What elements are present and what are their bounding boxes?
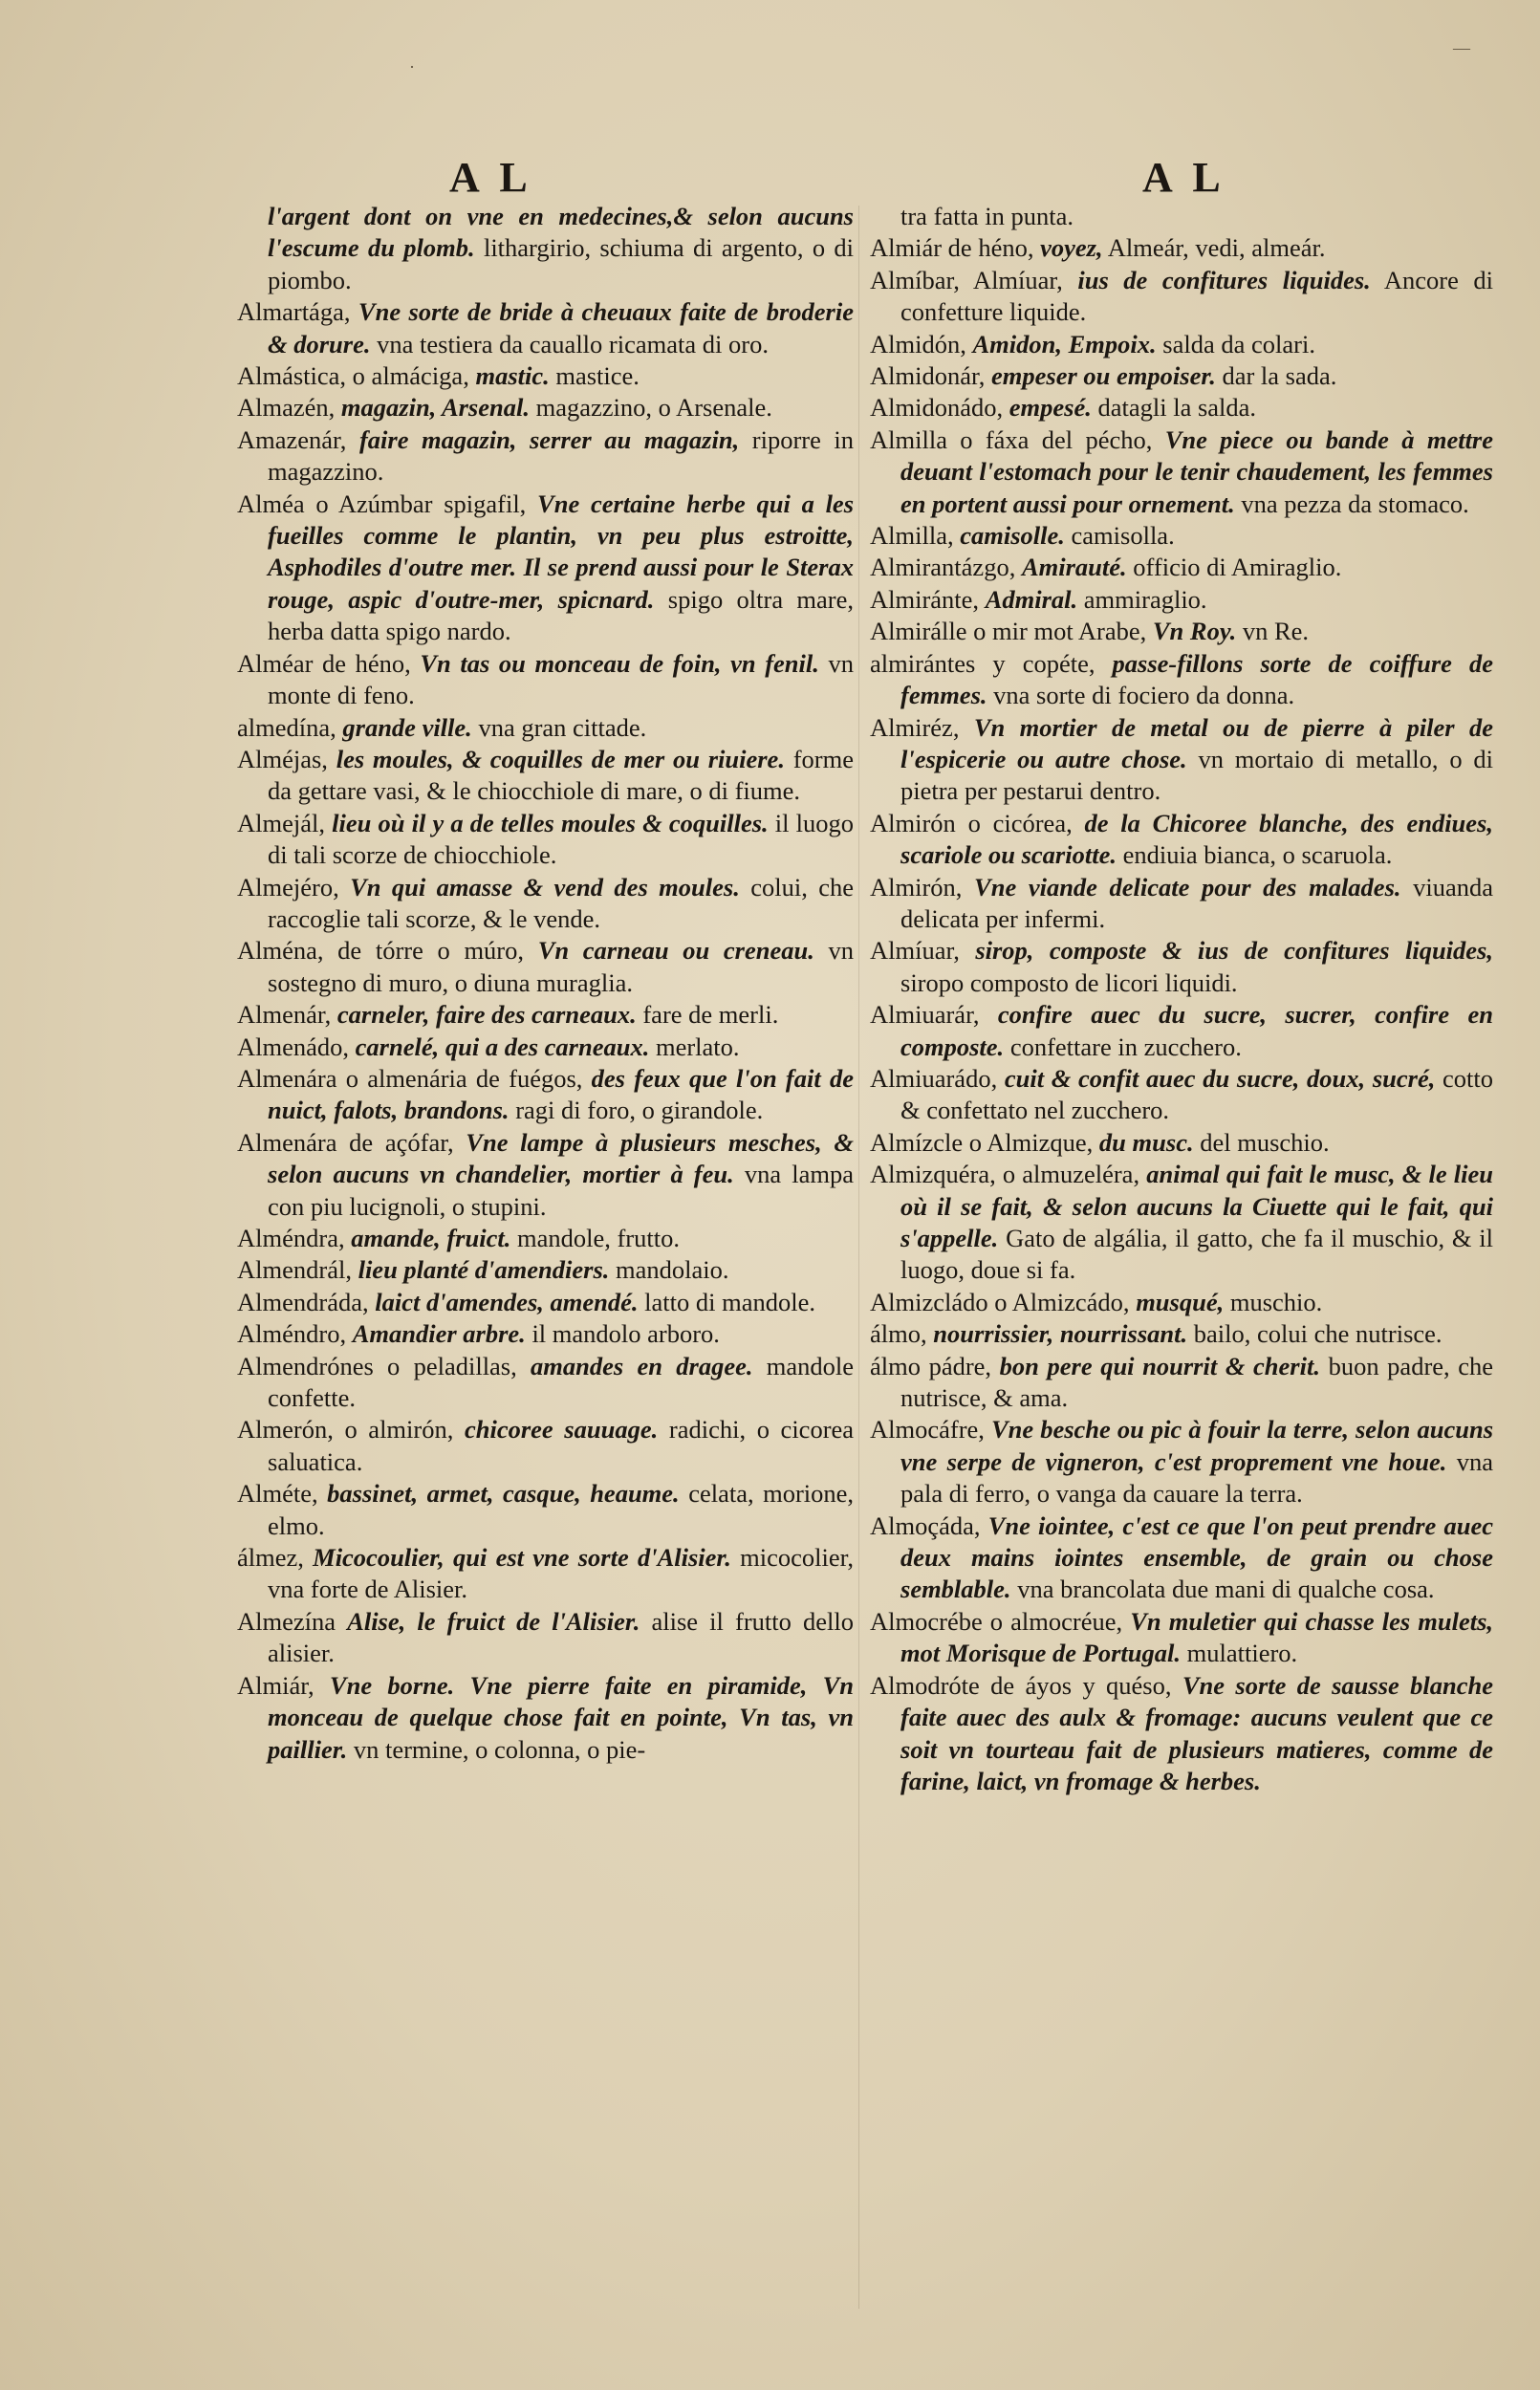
headword: Almástica, o almáciga, [237, 361, 469, 391]
italian-gloss: bailo, colui che nutrisce. [1193, 1319, 1442, 1349]
dictionary-entry [870, 552, 1493, 583]
italian-gloss: mastice. [555, 361, 640, 391]
italian-gloss: Almeár, vedi, almeár. [1107, 233, 1326, 263]
headword: Almidonár, [870, 361, 986, 391]
dictionary-entry [870, 872, 1493, 936]
headword: Almendráda, [237, 1287, 369, 1316]
dictionary-entry [870, 520, 1493, 552]
headword: álmo, [870, 1319, 927, 1349]
dictionary-entry [870, 935, 1493, 999]
headword: Almíuar, [870, 936, 960, 966]
dictionary-entry [870, 1510, 1493, 1606]
french-gloss: bon pere qui nourrit & cherit. [999, 1351, 1320, 1380]
italian-gloss: mandole confette. [268, 1351, 855, 1413]
italian-gloss: vna lampa con piu lucignoli, o stupini. [268, 1160, 854, 1221]
headword: Alména, de tórre o múro, [237, 936, 525, 966]
dictionary-entry [237, 1670, 854, 1766]
headword: Almendrónes o peladillas, [237, 1351, 517, 1380]
dictionary-entry [237, 999, 854, 1031]
french-gloss: Vn muletier qui chasse les mulets, mot Morisque de Portugal. [900, 1606, 1494, 1668]
italian-gloss: radichi, o cicorea saluatica. [268, 1415, 855, 1476]
headword: Alméndra, [237, 1224, 345, 1252]
french-gloss: Vne lampe à plusieurs mesches, & selon aucuns vn chandelier, mortier à feu. [268, 1127, 854, 1189]
italian-gloss: il luogo di tali scorze de chiocchiole. [268, 808, 855, 870]
french-gloss: mastic. [475, 361, 550, 391]
dictionary-entry [870, 712, 1493, 808]
dictionary-entry [870, 584, 1493, 616]
dictionary-entry [237, 1414, 854, 1478]
dictionary-entry [237, 489, 854, 648]
dictionary-entry [237, 935, 854, 999]
italian-gloss: alise il frutto dello alisier. [268, 1606, 855, 1668]
headword: Alméte, [237, 1479, 318, 1509]
italian-gloss: riporre in magazzino. [268, 424, 855, 487]
dictionary-entry [237, 872, 854, 936]
top-dot-mark: · [409, 57, 415, 76]
dictionary-entry [870, 201, 1493, 232]
italian-gloss: vna sorte di fociero da donna. [993, 681, 1295, 710]
dictionary-entry [870, 808, 1493, 872]
headword: Almerón, o almirón, [237, 1415, 454, 1445]
dictionary-entry [870, 1159, 1493, 1287]
french-gloss: du musc. [1098, 1127, 1194, 1157]
headword: Almilla, [870, 521, 954, 551]
dictionary-entry [870, 424, 1493, 520]
dictionary-entry [870, 392, 1493, 424]
french-gloss: carneler, faire des carneaux. [336, 1000, 637, 1030]
headword: Almoçáda, [870, 1510, 981, 1540]
dictionary-entry [870, 1606, 1493, 1670]
italian-gloss: colui, che raccoglie tali scorze, & le vende. [268, 872, 854, 933]
french-gloss: Vne certaine herbe qui a les fueilles comme le plantin, vn peu plus estroitte, Asphodiles d'outre mer. Il se prend aussi pour le Sterax rouge, aspic d'outre-mer, spicnard. [268, 489, 855, 614]
right-column-header: A L [1142, 154, 1226, 201]
headword: álmez, [237, 1543, 304, 1573]
french-gloss: Vne besche ou pic à fouir la terre, selon aucuns vne serpe de vigneron, c'est proprement vne houe. [900, 1415, 1494, 1476]
french-gloss: Vn qui amasse & vend des moules. [350, 872, 740, 902]
headword: Almocrébe o almocréue, [870, 1606, 1123, 1636]
dictionary-entry [870, 232, 1493, 264]
french-gloss: cuit & confit auec du sucre, doux, sucré, [1004, 1063, 1436, 1093]
french-gloss: ius de confitures liquides. [1077, 265, 1371, 294]
dictionary-entry [237, 392, 854, 424]
dictionary-entry [237, 1127, 854, 1223]
headword: Amazenár, [237, 424, 347, 454]
italian-gloss: cotto & confettato nel zucchero. [900, 1063, 1494, 1125]
italian-gloss: salda da colari. [1162, 329, 1315, 358]
headword: Almenára de açófar, [237, 1127, 454, 1157]
dictionary-entry [237, 296, 854, 360]
italian-gloss: vn Re. [1242, 617, 1310, 646]
dictionary-entry [870, 648, 1493, 712]
french-gloss: Vn mortier de metal ou de pierre à piler de l'espicerie ou autre chose. [900, 712, 1493, 773]
french-gloss: animal qui fait le musc, & le lieu où il se fait, & selon aucuns la Ciuette qui le fait, qui s'appelle. [900, 1160, 1494, 1252]
italian-gloss: vna pala di ferro, o vanga da cauare la terra. [900, 1446, 1493, 1509]
headword: Alméndro, [237, 1319, 347, 1349]
dictionary-entry [237, 201, 854, 296]
french-gloss: amandes en dragee. [531, 1351, 753, 1380]
french-gloss: Vn tas ou monceau de foin, vn fenil. [420, 648, 819, 678]
french-gloss: empesé. [1009, 393, 1092, 423]
headword: Almidonádo, [870, 393, 1004, 423]
french-gloss: Admiral. [985, 584, 1078, 614]
french-gloss: empeser ou empoiser. [991, 361, 1216, 391]
headword: Almirón, [870, 872, 963, 902]
dictionary-entry [870, 616, 1493, 647]
french-gloss: Vn carneau ou creneau. [537, 936, 814, 966]
french-gloss: carnelé, qui a des carneaux. [355, 1032, 650, 1061]
italian-gloss: vna pezza da stomaco. [1241, 489, 1469, 518]
french-gloss: Vne sorte de bride à cheuaux faite de broderie & dorure. [268, 297, 854, 358]
headword: Almiár, [237, 1670, 315, 1700]
headword: Almejál, [237, 808, 325, 837]
dictionary-entry [870, 1287, 1493, 1318]
headword: Almocáfre, [870, 1415, 985, 1445]
headword: Almiránte, [870, 584, 980, 614]
headword: Almilla o fáxa del pécho, [870, 424, 1153, 454]
dictionary-entry [237, 744, 854, 808]
italian-gloss: del muschio. [1200, 1127, 1330, 1157]
french-gloss: nourrissier, nourrissant. [933, 1319, 1188, 1349]
italian-gloss: ragi di foro, o girandole. [515, 1096, 764, 1125]
italian-gloss: vn mortaio di metallo, o di pietra per pestarui dentro. [900, 744, 1493, 806]
headword: Almodróte de áyos y quéso, [870, 1670, 1172, 1700]
column-divider [858, 206, 859, 2309]
italian-gloss: Ancore di confetture liquide. [900, 265, 1493, 327]
italian-gloss: micocolier, vna forte de Alisier. [268, 1543, 854, 1604]
italian-gloss: forme da gettare vasi, & le chiocchiole di mare, o di fiume. [268, 744, 855, 806]
french-gloss: passe-fillons sorte de coiffure de femmes. [900, 648, 1493, 710]
dictionary-entry [237, 712, 854, 744]
headword: Almíbar, Almíuar, [870, 265, 1063, 294]
italian-gloss: mulattiero. [1186, 1639, 1298, 1668]
dictionary-entry [870, 1670, 1493, 1798]
left-column [237, 201, 854, 1766]
french-gloss: de la Chicoree blanche, des endiues, scariole ou scariotte. [900, 808, 1493, 870]
headword: Almenár, [237, 1000, 332, 1030]
italian-gloss: vna testiera da cauallo ricamata di oro. [377, 329, 769, 358]
italian-gloss: tra fatta in punta. [900, 202, 1074, 230]
headword: Almenádo, [237, 1032, 350, 1061]
french-gloss: Vne iointee, c'est ce que l'on peut prendre auec deux mains iointes ensemble, de grain ou chose semblable. [900, 1510, 1493, 1604]
italian-gloss: vna gran cittade. [478, 712, 647, 742]
dictionary-entry [870, 1351, 1493, 1415]
french-gloss: chicoree sauuage. [464, 1415, 659, 1445]
dictionary-entry [237, 1351, 854, 1415]
italian-gloss: spigo oltra mare, herba datta spigo nardo. [268, 584, 854, 646]
dictionary-entry [870, 1318, 1493, 1350]
french-gloss: laict d'amendes, amendé. [375, 1287, 639, 1316]
headword: Almiuarádo, [870, 1063, 998, 1093]
dictionary-entry [237, 1478, 854, 1542]
italian-gloss: latto di mandole. [644, 1287, 815, 1316]
italian-gloss: Gato de algália, il gatto, che fa il muschio, & il luogo, doue si fa. [900, 1224, 1493, 1285]
headword: Almirón o cicórea, [870, 808, 1073, 837]
italian-gloss: endiuia bianca, o scaruola. [1122, 840, 1393, 870]
italian-gloss: camisolla. [1071, 521, 1175, 551]
french-gloss: magazin, Arsenal. [340, 393, 530, 423]
french-gloss: Vne sorte de sausse blanche faite auec des aulx & fromage: aucuns veulent que ce soit vn tourteau fait de plusieurs matieres, comme de farine, laict, vn fromage & herbes. [900, 1670, 1493, 1795]
headword: Almiréz, [870, 712, 960, 742]
french-gloss: Vne borne. Vne pierre faite en piramide, Vn monceau de quelque chose fait en pointe, Vn tas, vn paillier. [268, 1670, 854, 1764]
italian-gloss: lithargirio, schiuma di argento, o di piombo. [268, 233, 855, 294]
headword: Alméa o Azúmbar spigafil, [237, 489, 527, 518]
headword: álmo pádre, [870, 1351, 992, 1380]
headword: Almartága, [237, 297, 351, 327]
italian-gloss: ammiraglio. [1083, 584, 1207, 614]
french-gloss: grande ville. [342, 712, 472, 742]
italian-gloss: fare de merli. [642, 1000, 779, 1030]
headword: Almenára o almenária de fuégos, [237, 1063, 583, 1093]
headword: almirántes y copéte, [870, 648, 1095, 678]
dictionary-entry [870, 329, 1493, 360]
french-gloss: Vn Roy. [1152, 617, 1237, 646]
italian-gloss: vn termine, o colonna, o pie- [353, 1734, 646, 1764]
italian-gloss: buon padre, che nutrisce, & ama. [900, 1351, 1494, 1413]
italian-gloss: muschio. [1229, 1287, 1323, 1316]
top-dash-mark: — [1453, 38, 1470, 57]
headword: Almejéro, [237, 872, 339, 902]
dictionary-entry [237, 1606, 854, 1670]
dictionary-entry [237, 1318, 854, 1350]
italian-gloss: mandole, frutto. [516, 1224, 680, 1252]
headword: Almiuarár, [870, 1000, 980, 1030]
italian-gloss: celata, morione, elmo. [268, 1479, 855, 1540]
french-gloss: voyez, [1040, 233, 1103, 263]
dictionary-entry [237, 1063, 854, 1127]
dictionary-entry [237, 1287, 854, 1318]
dictionary-entry [870, 360, 1493, 392]
headword: Almazén, [237, 393, 336, 423]
italian-gloss: vn sostegno di muro, o diuna muraglia. [268, 936, 855, 997]
headword: Almendrál, [237, 1255, 352, 1285]
french-gloss: bassinet, armet, casque, heaume. [327, 1479, 680, 1509]
headword: Almirálle o mir mot Arabe, [870, 617, 1147, 646]
french-gloss: lieu où il y a de telles moules & coquilles. [332, 808, 769, 837]
french-gloss: Amirauté. [1021, 553, 1127, 582]
french-gloss: sirop, composte & ius de confitures liquides, [975, 936, 1493, 966]
headword: Almidón, [870, 329, 966, 358]
italian-gloss: dar la sada. [1222, 361, 1337, 391]
french-gloss: les moules, & coquilles de mer ou riuiere. [336, 744, 785, 773]
dictionary-entry [237, 1223, 854, 1254]
french-gloss: Alise, le fruict de l'Alisier. [347, 1606, 640, 1636]
french-gloss: faire magazin, serrer au magazin, [358, 424, 740, 454]
italian-gloss: datagli la salda. [1097, 393, 1257, 423]
dictionary-entry [237, 808, 854, 872]
italian-gloss: mandolaio. [616, 1255, 729, 1285]
french-gloss: des feux que l'on fait de nuict, falots, brandons. [268, 1063, 854, 1125]
dictionary-entry [870, 1063, 1493, 1127]
french-gloss: confire auec du sucre, sucrer, confire en composte. [900, 1000, 1493, 1061]
dictionary-entry [870, 1414, 1493, 1510]
dictionary-entry [237, 1542, 854, 1606]
italian-gloss: officio di Amiraglio. [1133, 553, 1342, 582]
french-gloss: lieu planté d'amendiers. [358, 1255, 610, 1285]
french-gloss: camisolle. [960, 521, 1065, 551]
headword: almedína, [237, 712, 336, 742]
italian-gloss: siropo composto de licori liquidi. [900, 967, 1238, 997]
french-gloss: Amidon, Empoix. [972, 329, 1157, 358]
italian-gloss: confettare in zucchero. [1009, 1032, 1242, 1061]
french-gloss: Vne viande delicate pour des malades. [974, 872, 1401, 902]
headword: Almiár de héno, [870, 233, 1034, 263]
italian-gloss: viuanda delicata per infermi. [900, 872, 1494, 933]
right-column [870, 201, 1493, 1797]
french-gloss: Amandier arbre. [352, 1319, 526, 1349]
headword: Almezína [237, 1606, 336, 1636]
dictionary-entry [237, 424, 854, 489]
headword: Alméjas, [237, 744, 328, 773]
french-gloss: Micocoulier, qui est vne sorte d'Alisier. [313, 1543, 731, 1573]
french-gloss: musqué, [1136, 1287, 1225, 1316]
dictionary-entry [870, 999, 1493, 1063]
french-gloss: amande, fruict. [351, 1224, 511, 1252]
headword: Almizcládo o Almizcádo, [870, 1287, 1130, 1316]
dictionary-entry [870, 1127, 1493, 1159]
dictionary-entry [870, 265, 1493, 329]
dictionary-entry [237, 1032, 854, 1063]
italian-gloss: vna brancolata due mani di qualche cosa. [1017, 1575, 1435, 1604]
french-gloss: Vne piece ou bande à mettre deuant l'estomach pour le tenir chaudement, les femmes en portent aussi pour ornement. [900, 424, 1494, 518]
italian-gloss: magazzino, o Arsenale. [535, 393, 772, 423]
dictionary-entry [237, 360, 854, 392]
headword: Almirantázgo, [870, 553, 1016, 582]
italian-gloss: vn monte di feno. [268, 648, 854, 710]
french-gloss: l'argent dont on vne en medecines,& selon aucuns l'escume du plomb. [268, 202, 854, 263]
italian-gloss: il mandolo arboro. [531, 1319, 720, 1349]
left-column-header: A L [449, 154, 533, 201]
italian-gloss: merlato. [655, 1032, 740, 1061]
headword: Almizquéra, o almuzeléra, [870, 1160, 1140, 1189]
dictionary-entry [237, 1254, 854, 1286]
headword: Almízcle o Almizque, [870, 1127, 1094, 1157]
headword: Alméar de héno, [237, 648, 411, 678]
dictionary-entry [237, 648, 854, 712]
